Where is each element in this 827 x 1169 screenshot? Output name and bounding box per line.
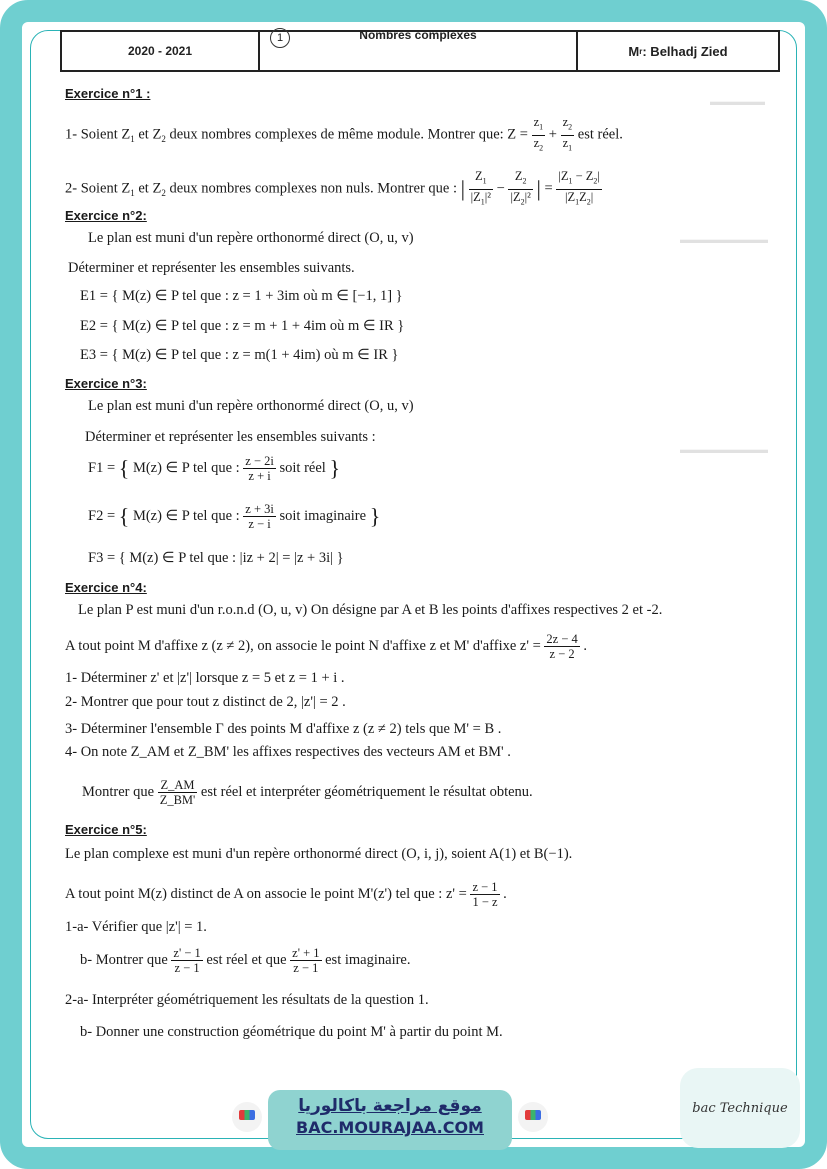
ex1-question-1: 1- Soient $Z_1$ et $Z_2$ deux nombres complexes de même module. Montrer que: Z = $\frac{z_1}{z_2}$ + $\frac{z_2}{z_1}$ est réel. [65,115,623,155]
ex1-q2-part: 2- Soient Z [65,180,131,197]
fraction: $\frac{z - 1}{1 - z}$ [472,880,498,909]
bac-technique-stamp: bac Technique [680,1068,800,1148]
exercise-5-title: Exercice n°5: [65,822,147,837]
ex3-set-f2: F2 = { M(z) ∈ P tel que : $\frac{z + 3i}{z - i}$ soit imaginaire } [88,502,381,531]
fraction: $\frac{Z_2}{|Z_2|^2}$ [510,169,531,206]
bleed-through: ▬▬▬▬▬ [710,96,765,108]
f2-end: soit imaginaire [279,507,367,524]
f1-condition: M(z) ∈ P tel que : [132,459,240,476]
ex1-q1-part: deux nombres complexes de même module. Montrer que: Z = [165,126,528,143]
ex1-q2-part: deux nombres complexes non nuls. Montrer que : [165,180,457,197]
exercise-2-title: Exercice n°2: [65,208,147,223]
f2-label: F2 = [88,507,116,524]
fraction: $\frac{z + 3i}{z - i}$ [245,502,274,531]
fraction: $\frac{Z\_AM}{Z\_BM'}$ [159,778,196,807]
ex1-q1-part: et Z [134,126,162,143]
document-title: Nombres complexes [359,28,477,42]
ex3-line-1: Le plan est muni d'un repère orthonormé direct (O, u, v) [88,398,414,414]
page-number-circle: 1 [270,28,290,48]
flag-badge-right [518,1102,548,1132]
ex1-q2-part: et Z [134,180,162,197]
fraction: $\frac{z - 2i}{z + i}$ [245,454,274,483]
ex1-q1-end: est réel. [577,126,623,143]
f1-label: F1 = [88,459,116,476]
author-cell [576,32,778,70]
ex4-question-2: 2- Montrer que pour tout z distinct de 2, |z'| = 2 . [65,694,346,710]
ex4-q5-end: est réel et interpréter géométriquement le résultat obtenu. [200,783,533,800]
fraction: $\frac{z_2}{z_1}$ [562,115,573,152]
document-page [30,24,797,1144]
ex5-line-1: Le plan complexe est muni d'un repère orthonormé direct (O, i, j), soient A(1) et B(−1). [65,846,573,862]
fraction: $\frac{Z_1}{|Z_1|^2}$ [470,169,492,206]
ex4-question-3: 3- Déterminer l'ensemble Γ des points M d'affixe z (z ≠ 2) tels que M' = B . [65,721,502,737]
ex5-q1b-end: est imaginaire. [325,951,411,968]
ex5-question-1a: 1-a- Vérifier que |z'| = 1. [65,919,207,935]
ex3-set-f1: F1 = { M(z) ∈ P tel que : $\frac{z - 2i}{z + i}$ soit réel } [88,454,340,483]
bleed-through: ▬▬▬▬▬▬▬▬ [680,444,768,456]
ex4-question-4: 4- On note Z_AM et Z_BM' les affixes respectives des vecteurs AM et BM' . [65,744,511,760]
fraction: $\frac{|Z_1 - Z_2|}{|Z_1Z_2|}$ [558,169,600,206]
ex5-question-2a: 2-a- Interpréter géométriquement les résultats de la question 1. [65,992,429,1008]
flag-badge-left [232,1102,262,1132]
ex2-line-1: Le plan est muni d'un repère orthonormé direct (O, u, v) [88,230,414,246]
ex3-line-2: Déterminer et représenter les ensembles suivants : [85,429,376,445]
ex5-l2-text: A tout point M(z) distinct de A on associe le point M'(z') tel que : z' = [65,885,467,902]
ex4-question-1: 1- Déterminer z' et |z'| lorsque z = 5 et z = 1 + i . [65,670,345,686]
ex2-line-2: Déterminer et représenter les ensembles suivants. [68,260,355,276]
ex4-q5-text: Montrer que [82,783,155,800]
ex5-q1b-text: b- Montrer que [80,951,168,968]
fraction: $\frac{2z - 4}{z - 2}$ [546,632,578,661]
site-logo-banner[interactable] [268,1090,512,1150]
ex5-line-2: A tout point M(z) distinct de A on associe le point M'(z') tel que : z' = $\frac{z - 1}{1 - z}$ . [65,880,507,909]
ex4-l2-text: A tout point M d'affixe z (z ≠ 2), on associe le point N d'affixe z et M' d'affixe z' = [65,637,541,654]
site-url[interactable]: BAC.MOURAJAA.COM [296,1118,484,1137]
ex5-question-1b [80,946,410,975]
ex4-line-1: Le plan P est muni d'un r.o.n.d (O, u, v) On désigne par A et B les points d'affixes respectives 2 et -2. [78,602,663,618]
author-sup: r [639,46,643,56]
ex1-q1-part: 1- Soient Z [65,126,131,143]
fraction: $\frac{z' - 1}{z - 1}$ [173,946,201,975]
fraction: $\frac{z' + 1}{z - 1}$ [292,946,320,975]
ex4-question-5 [82,778,533,807]
exercise-3-title: Exercice n°3: [65,376,147,391]
exercise-1-title: Exercice n°1 : [65,86,151,101]
ex3-set-f3: F3 = { M(z) ∈ P tel que : |iz + 2| = |z + 3i| } [88,550,344,566]
ex4-line-2: A tout point M d'affixe z (z ≠ 2), on associe le point N d'affixe z et M' d'affixe z' = $\frac{2z - 4}{z - 2}$ . [65,632,587,661]
ex5-question-2b: b- Donner une construction géométrique du point M' à partir du point M. [80,1024,503,1040]
bleed-through: ▬▬▬▬▬▬▬▬ [680,234,768,246]
exercise-4-title: Exercice n°4: [65,580,147,595]
ex2-set-e3: E3 = { M(z) ∈ P tel que : z = m(1 + 4im) où m ∈ IR } [80,347,399,363]
header-box [60,30,780,72]
ex1-question-2: 2- Soient $Z_1$ et $Z_2$ deux nombres complexes non nuls. Montrer que : | $\frac{Z_1}{|Z_1|^2}$ − $\frac{Z_2}{|Z_2|^2}$ | = $\frac{|Z_1 - Z_2|}{|Z_1Z_2|}$ [65,169,602,209]
school-year: 2020 - 2021 [62,32,260,70]
fraction: $\frac{z_1}{z_2}$ [533,115,544,152]
f1-end: soit réel [279,459,326,476]
ex2-set-e2: E2 = { M(z) ∈ P tel que : z = m + 1 + 4im où m ∈ IR } [80,318,405,334]
author-prefix: M [628,43,640,59]
site-name-arabic[interactable]: موقع مراجعة باكالوريا [298,1096,482,1116]
ex2-set-e1: E1 = { M(z) ∈ P tel que : z = 1 + 3im où m ∈ [−1, 1] } [80,288,403,304]
f2-condition: M(z) ∈ P tel que : [132,507,240,524]
ex5-q1b-mid: est réel et que [206,951,287,968]
author-name: : Belhadj Zied [642,43,728,59]
header-title-cell [260,28,576,70]
